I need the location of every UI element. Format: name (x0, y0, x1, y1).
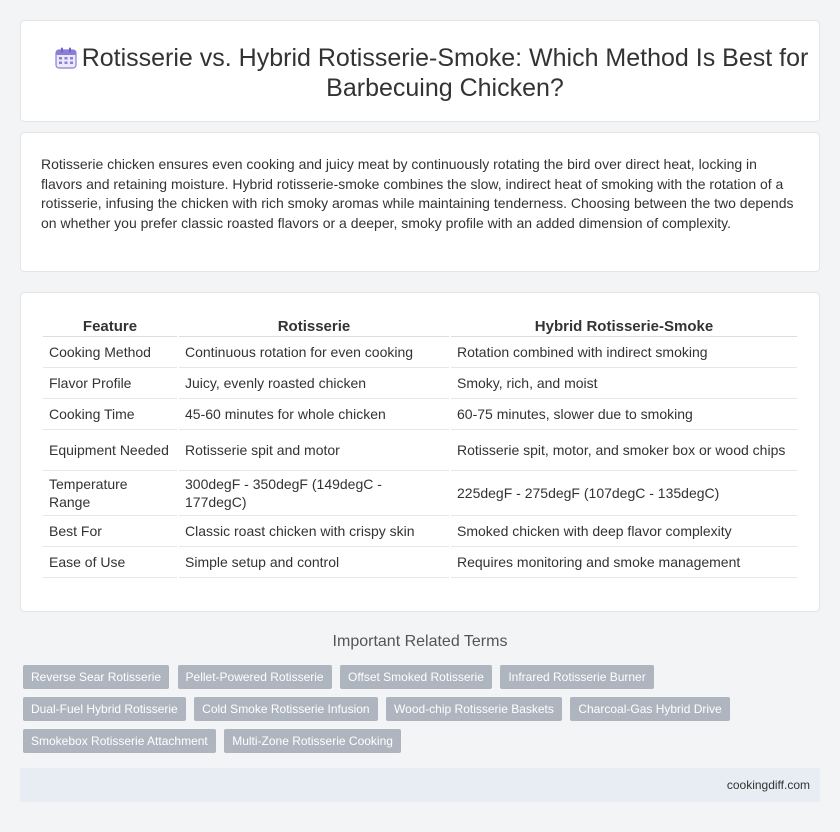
rotisserie-cell: 300degF - 350degF (149degC - 177degC) (179, 471, 449, 516)
header-rotisserie: Rotisserie (179, 315, 449, 337)
rotisserie-cell: Classic roast chicken with crispy skin (179, 516, 449, 547)
table-row (43, 516, 797, 547)
related-term-tag[interactable]: Dual-Fuel Hybrid Rotisserie (23, 697, 186, 721)
table-row (43, 430, 797, 471)
title-card (20, 20, 820, 122)
table-row (43, 547, 797, 578)
feature-cell: Ease of Use (43, 547, 177, 578)
rotisserie-cell: 45-60 minutes for whole chicken (179, 399, 449, 430)
table-row (43, 337, 797, 368)
hybrid-cell: 60-75 minutes, slower due to smoking (451, 399, 797, 430)
hybrid-cell: Smoked chicken with deep flavor complexity (451, 516, 797, 547)
related-term-tag[interactable]: Infrared Rotisserie Burner (500, 665, 653, 689)
hybrid-cell: 225degF - 275degF (107degC - 135degC) (451, 471, 797, 516)
feature-cell: Equipment Needed (43, 430, 177, 471)
table-row (43, 399, 797, 430)
related-term-tag[interactable]: Multi-Zone Rotisserie Cooking (224, 729, 401, 753)
header-hybrid: Hybrid Rotisserie-Smoke (451, 315, 797, 337)
footer-site-link[interactable]: cookingdiff.com (726, 778, 810, 792)
related-terms-title: Important Related Terms (332, 633, 508, 650)
hybrid-cell: Requires monitoring and smoke management (451, 547, 797, 578)
feature-cell: Best For (43, 516, 177, 547)
table-header-row (43, 315, 797, 337)
feature-cell: Cooking Time (43, 399, 177, 430)
intro-card (20, 132, 820, 272)
feature-cell: Flavor Profile (43, 368, 177, 399)
related-term-tag[interactable]: Pellet-Powered Rotisserie (178, 665, 332, 689)
rotisserie-cell: Continuous rotation for even cooking (179, 337, 449, 368)
feature-cell: Cooking Method (43, 337, 177, 368)
intro-paragraph: Rotisserie chicken ensures even cooking and juicy meat by continuously rotating the bird over direct heat, locking in flavors and retaining moisture. Hybrid rotisserie-smoke combines the slow, indirect heat of smoking with the rotation of a rotisserie, infusing the chicken with rich smoky aromas while maintaining tenderness. Choosing between the two depends on whether you prefer classic roasted flavors or a deeper, smoky profile with an added dimension of complexity. (41, 156, 794, 231)
table-row (43, 471, 797, 516)
footer (20, 768, 820, 802)
rotisserie-cell: Juicy, evenly roasted chicken (179, 368, 449, 399)
hybrid-cell: Smoky, rich, and moist (451, 368, 797, 399)
hybrid-cell: Rotation combined with indirect smoking (451, 337, 797, 368)
related-term-tag[interactable]: Offset Smoked Rotisserie (340, 665, 492, 689)
related-terms-list (23, 665, 823, 761)
related-term-tag[interactable]: Smokebox Rotisserie Attachment (23, 729, 216, 753)
related-term-tag[interactable]: Charcoal-Gas Hybrid Drive (570, 697, 729, 721)
calendar-icon (55, 47, 77, 69)
hybrid-cell: Rotisserie spit, motor, and smoker box or wood chips (451, 430, 797, 471)
comparison-card (20, 292, 820, 612)
related-term-tag[interactable]: Wood-chip Rotisserie Baskets (386, 697, 562, 721)
table-row (43, 368, 797, 399)
feature-cell: Temperature Range (43, 471, 177, 516)
page-title: Rotisserie vs. Hybrid Rotisserie-Smoke: Which Method Is Best for Barbecuing Chicken? (81, 44, 809, 102)
related-term-tag[interactable]: Reverse Sear Rotisserie (23, 665, 169, 689)
related-term-tag[interactable]: Cold Smoke Rotisserie Infusion (194, 697, 377, 721)
header-feature: Feature (43, 315, 177, 337)
rotisserie-cell: Rotisserie spit and motor (179, 430, 449, 471)
rotisserie-cell: Simple setup and control (179, 547, 449, 578)
comparison-table (41, 315, 799, 578)
